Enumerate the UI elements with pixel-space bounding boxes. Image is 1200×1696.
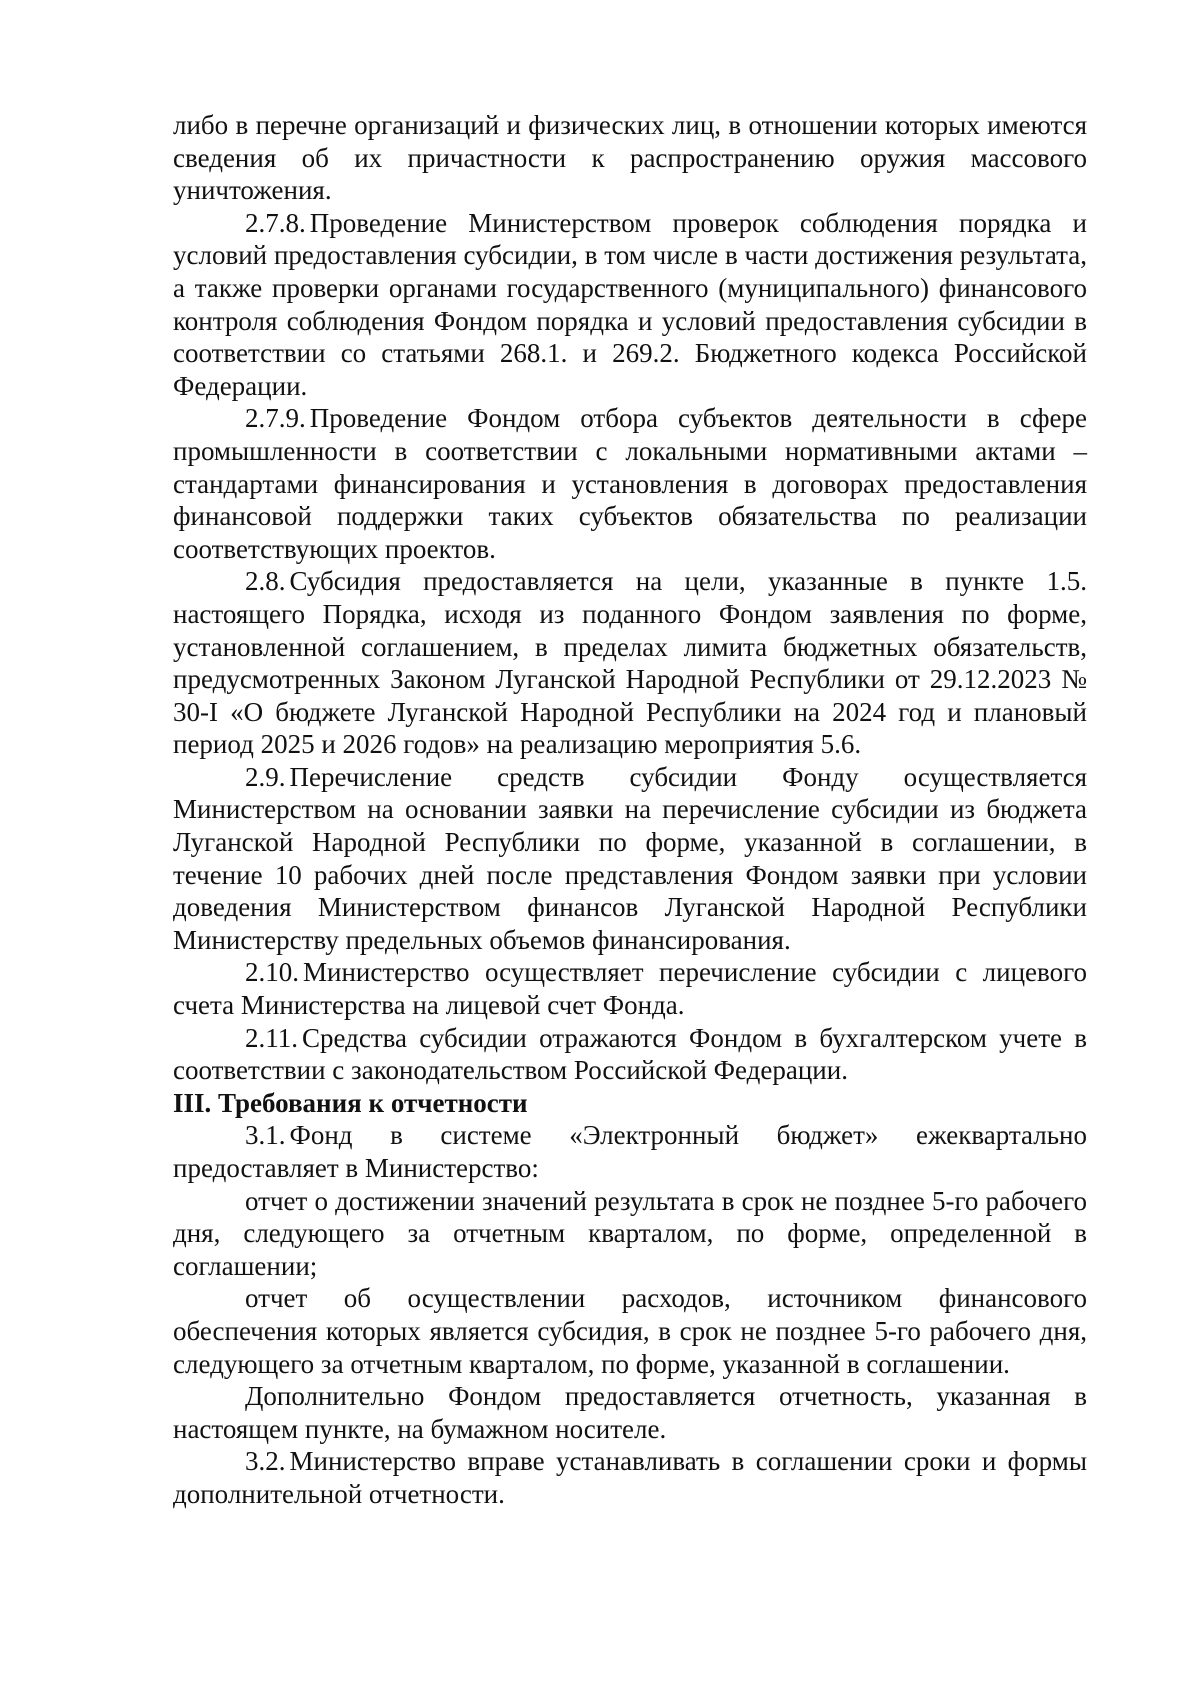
paragraph-text: Дополнительно Фондом предоставляется отчетность, указанная в настоящем пункте, на бумажном носителе. <box>173 1381 1087 1444</box>
paragraph-number: 2.8. <box>245 566 286 597</box>
paragraph-number: 3.2. <box>245 1446 286 1477</box>
paragraph-text: Субсидия предоставляется на цели, указанные в пункте 1.5. настоящего Порядка, исходя из поданного Фондом заявления по форме, установленной соглашением, в пределах лимита бюджетных обязательств, предусмотренных Законом Луганской Народной Республики от 29.12.2023 № 30-I «О бюджете Луганской Народной Республики на 2024 год и плановый период 2025 и 2026 годов» на реализацию мероприятия 5.6. <box>173 566 1087 760</box>
paragraph-2-7-8 <box>173 207 1087 403</box>
paragraph-2-8 <box>173 565 1087 761</box>
paragraph-2-9 <box>173 761 1087 957</box>
paragraph-text: Перечисление средств субсидии Фонду осуществляется Министерством на основании заявки на перечисление субсидии из бюджета Луганской Народной Республики по форме, указанной в соглашении, в течение 10 рабочих дней после представления Фондом заявки при условии доведения Министерством финансов Луганской Народной Республики Министерству предельных объемов финансирования. <box>173 761 1087 955</box>
paragraph-2-7-9 <box>173 402 1087 565</box>
paragraph-continuation <box>173 109 1087 207</box>
paragraph-3-1-report-expenses <box>173 1282 1087 1380</box>
paragraph-text: Министерство осуществляет перечисление субсидии с лицевого счета Министерства на лицевой счет Фонда. <box>173 957 1087 1021</box>
paragraph-3-2 <box>173 1445 1087 1510</box>
paragraph-text: Проведение Фондом отбора субъектов деятельности в сфере промышленности в соответствии с локальными нормативными актами – стандартами финансирования и установления в договорах предоставления финансовой поддержки таких субъектов обязательства по реализации соответствующих проектов. <box>173 403 1087 564</box>
paragraph-number: 2.9. <box>245 761 286 792</box>
paragraph-text: либо в перечне организаций и физических лиц, в отношении которых имеются сведения об их причастности к распространению оружия массового уничтожения. <box>173 110 1087 206</box>
paragraph-3-1-report-results <box>173 1185 1087 1283</box>
paragraph-text: Проведение Министерством проверок соблюдения порядка и условий предоставления субсидии, в том числе в части достижения результата, а также проверки органами государственного (муниципального) финансового контроля соблюдения Фондом порядка и условий предоставления субсидии в соответствии со статьями 268.1. и 269.2. Бюджетного кодекса Российской Федерации. <box>173 207 1087 401</box>
paragraph-number: 2.7.9. <box>245 403 306 434</box>
paragraph-text: отчет о достижении значений результата в срок не позднее 5-го рабочего дня, следующего за отчетным кварталом, по форме, определенной в соглашении; <box>173 1185 1087 1281</box>
document-page <box>173 109 1087 1511</box>
paragraph-text: Средства субсидии отражаются Фондом в бухгалтерском учете в соответствии с законодательством Российской Федерации. <box>173 1022 1087 1086</box>
paragraph-text: Министерство вправе устанавливать в соглашении сроки и формы дополнительной отчетности. <box>173 1446 1087 1509</box>
paragraph-number: 2.11. <box>245 1022 298 1053</box>
paragraph-3-1-paper-reporting <box>173 1380 1087 1445</box>
paragraph-3-1 <box>173 1119 1087 1184</box>
paragraph-number: 2.10. <box>245 957 299 988</box>
paragraph-2-11 <box>173 1022 1087 1087</box>
section-title: III. Требования к отчетности <box>173 1087 528 1118</box>
paragraph-2-10 <box>173 956 1087 1021</box>
paragraph-number: 2.7.8. <box>245 207 306 238</box>
paragraph-number: 3.1. <box>245 1120 286 1151</box>
paragraph-text: Фонд в системе «Электронный бюджет» ежеквартально предоставляет в Министерство: <box>173 1120 1087 1183</box>
paragraph-text: отчет об осуществлении расходов, источником финансового обеспечения которых является субсидия, в срок не позднее 5-го рабочего дня, следующего за отчетным кварталом, по форме, указанной в соглашении. <box>173 1283 1087 1379</box>
